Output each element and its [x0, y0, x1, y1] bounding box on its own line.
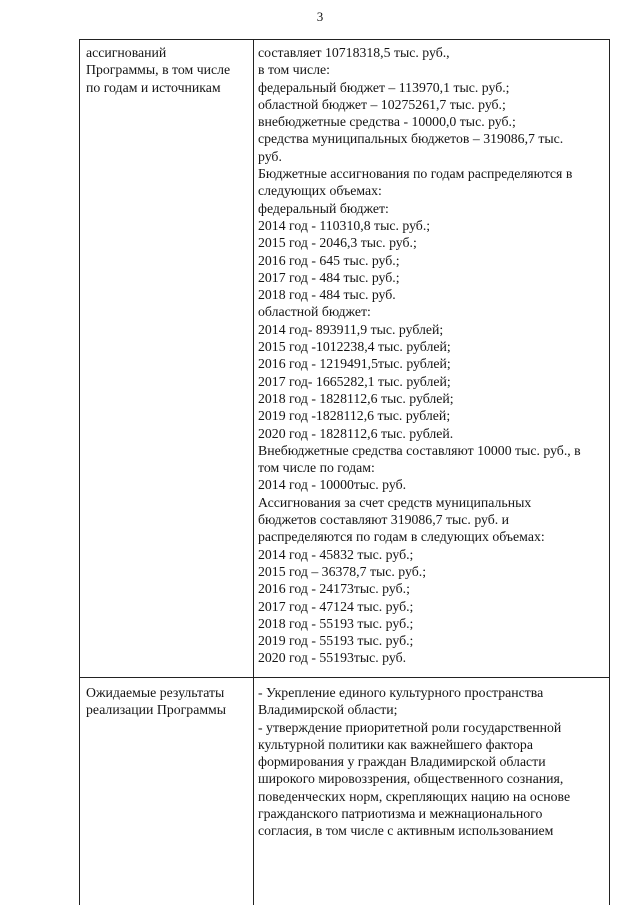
funding-label-cell	[86, 44, 250, 96]
content-line: 2016 год - 1219491,5тыс. рублей;	[258, 356, 451, 372]
content-line: - утверждение приоритетной роли государственной	[258, 719, 562, 735]
page-number: 3	[316, 9, 324, 24]
content-line: областной бюджет:	[258, 304, 371, 320]
content-line: - Укрепление единого культурного пространства	[258, 685, 544, 700]
content-line: областной бюджет – 10275261,7 тыс. руб.;	[258, 96, 506, 112]
content-line: федеральный бюджет – 113970,1 тыс. руб.;	[258, 79, 510, 95]
label-line: ассигнований	[86, 45, 167, 60]
content-line: федеральный бюджет:	[258, 200, 389, 216]
content-line: 2017 год- 1665282,1 тыс. рублей;	[258, 373, 451, 389]
content-line: распределяются по годам в следующих объемах:	[258, 529, 545, 545]
content-line: Ассигнования за счет средств муниципальных	[258, 494, 532, 510]
content-line: 2015 год -1012238,4 тыс. рублей;	[258, 339, 451, 355]
label-line: реализации Программы	[86, 702, 227, 718]
content-line: Бюджетные ассигнования по годам распределяются в	[258, 166, 573, 182]
content-line: следующих объемах:	[258, 183, 382, 199]
content-line: средства муниципальных бюджетов – 319086,7 тыс.	[258, 131, 564, 147]
content-line: внебюджетные средства - 10000,0 тыс. руб.;	[258, 114, 516, 130]
content-line: 2014 год - 110310,8 тыс. руб.;	[258, 217, 431, 233]
content-line: 2020 год - 55193тыс. руб.	[258, 650, 407, 666]
content-line: том числе по годам:	[258, 460, 375, 476]
content-line: формирования у граждан Владимирской области	[258, 754, 546, 770]
content-line: 2018 год - 1828112,6 тыс. рублей;	[258, 390, 454, 406]
row-divider	[80, 677, 609, 678]
content-line: широкого мировоззрения, общественного сознания,	[258, 771, 564, 787]
content-line: составляет 10718318,5 тыс. руб.,	[258, 45, 450, 60]
content-line: 2014 год- 893911,9 тыс. рублей;	[258, 321, 444, 337]
content-line: 2017 год - 47124 тыс. руб.;	[258, 598, 414, 614]
content-line: Владимирской области;	[258, 702, 398, 718]
content-line: 2016 год - 24173тыс. руб.;	[258, 581, 410, 597]
funding-content-cell	[258, 44, 608, 667]
content-line: поведенческих норм, скрепляющих нацию на основе	[258, 788, 571, 804]
content-line: 2014 год - 45832 тыс. руб.;	[258, 546, 414, 562]
content-line: 2020 год - 1828112,6 тыс. рублей.	[258, 425, 454, 441]
content-line: гражданского патриотизма и межнационального	[258, 806, 543, 822]
content-line: 2018 год - 55193 тыс. руб.;	[258, 615, 414, 631]
content-line: культурной политики как важнейшего фактора	[258, 736, 533, 752]
content-line: 2014 год - 10000тыс. руб.	[258, 477, 407, 493]
content-line: согласия, в том числе с активным использованием	[258, 823, 554, 839]
content-line: Внебюджетные средства составляют 10000 тыс. руб., в	[258, 442, 581, 458]
content-line: 2019 год - 55193 тыс. руб.;	[258, 633, 414, 649]
column-divider	[253, 40, 254, 905]
content-line: 2018 год - 484 тыс. руб.	[258, 287, 396, 303]
content-line: 2016 год - 645 тыс. руб.;	[258, 252, 400, 268]
content-line: 2019 год -1828112,6 тыс. рублей;	[258, 408, 451, 424]
results-label-cell	[86, 684, 250, 719]
content-line: бюджетов составляют 319086,7 тыс. руб. и	[258, 512, 510, 528]
label-line: Программы, в том числе	[86, 62, 231, 78]
content-line: руб.	[258, 148, 282, 164]
label-line: по годам и источникам	[86, 79, 221, 95]
content-line: 2017 год - 484 тыс. руб.;	[258, 269, 400, 285]
label-line: Ожидаемые результаты	[86, 685, 225, 700]
results-content-cell	[258, 684, 608, 840]
content-line: в том числе:	[258, 62, 330, 78]
program-passport-table	[79, 39, 610, 905]
content-line: 2015 год - 2046,3 тыс. руб.;	[258, 235, 417, 251]
content-line: 2015 год – 36378,7 тыс. руб.;	[258, 563, 427, 579]
